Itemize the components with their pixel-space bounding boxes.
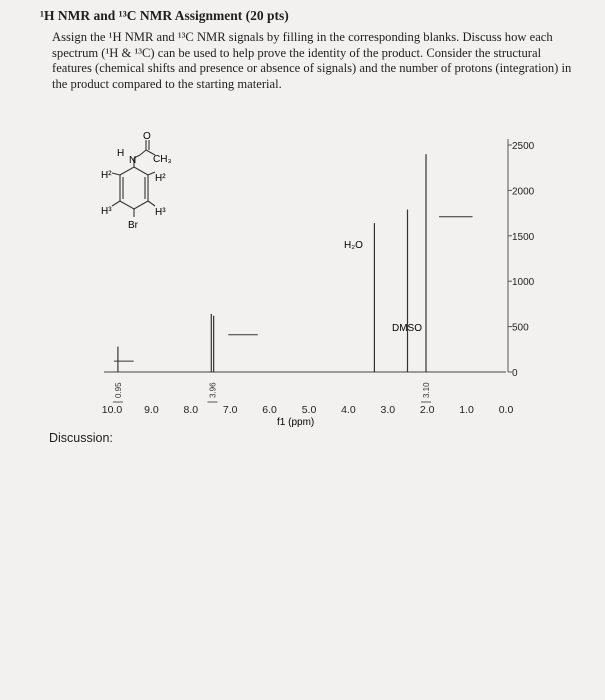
nh-hydrogen-label: H bbox=[117, 148, 125, 159]
spectrum-peaks bbox=[104, 154, 506, 372]
x-tick-label: 9.0 bbox=[144, 404, 159, 416]
x-tick-label: 6.0 bbox=[262, 404, 277, 416]
integral-curves bbox=[114, 217, 473, 361]
oxygen-label: O bbox=[143, 131, 151, 142]
water-peak-label: H₂O bbox=[344, 240, 363, 251]
dmso-peak-label: DMSO bbox=[392, 323, 422, 334]
x-tick-label: 8.0 bbox=[183, 404, 199, 416]
discussion-label: Discussion: bbox=[49, 431, 113, 445]
x-tick-label: 7.0 bbox=[222, 404, 238, 416]
assignment-title: ¹H NMR and ¹³C NMR Assignment (20 pts) bbox=[40, 8, 289, 23]
integral-value: 3.96 bbox=[208, 382, 218, 398]
x-tick-label: 4.0 bbox=[341, 404, 356, 416]
assignment-instructions: Assign the ¹H NMR and ¹³C NMR signals by filling in the corresponding blanks. Discuss how each spectrum (¹H & ¹³C) can be used to help prove the identity of the product. Consider the structural features (chemical shifts and presence or absence of signals) and the number of protons (integration) in the product compared to the starting material. bbox=[52, 30, 572, 91]
x-tick-label: 10.0 bbox=[101, 404, 123, 416]
methyl-label: CH₃ bbox=[153, 154, 172, 165]
y-axis bbox=[508, 139, 535, 379]
integral-values bbox=[113, 382, 431, 402]
integral-value: 0.95 bbox=[113, 382, 123, 398]
x-tick-label: 0.0 bbox=[498, 404, 514, 416]
h2-left-label: H² bbox=[101, 170, 112, 181]
y-tick-label: 1000 bbox=[512, 277, 535, 289]
y-tick-label: 2500 bbox=[512, 141, 535, 152]
x-axis-label: f1 (ppm) bbox=[277, 417, 315, 428]
x-axis bbox=[102, 404, 514, 416]
x-tick-label: 5.0 bbox=[301, 404, 317, 416]
y-tick-label: 0 bbox=[512, 368, 518, 379]
h3-right-label: H³ bbox=[155, 207, 166, 218]
y-tick-label: 500 bbox=[512, 322, 529, 334]
integral-value: 3.10 bbox=[422, 382, 432, 398]
y-tick-label: 1500 bbox=[512, 231, 535, 243]
bromine-label: Br bbox=[128, 220, 138, 231]
x-tick-label: 3.0 bbox=[380, 404, 396, 416]
x-tick-label: 1.0 bbox=[459, 404, 474, 416]
h2-right-label: H² bbox=[155, 173, 166, 184]
h3-left-label: H³ bbox=[101, 206, 112, 217]
y-tick-label: 2000 bbox=[512, 186, 535, 198]
x-tick-label: 2.0 bbox=[419, 404, 435, 416]
nitrogen-label: N bbox=[129, 155, 137, 166]
